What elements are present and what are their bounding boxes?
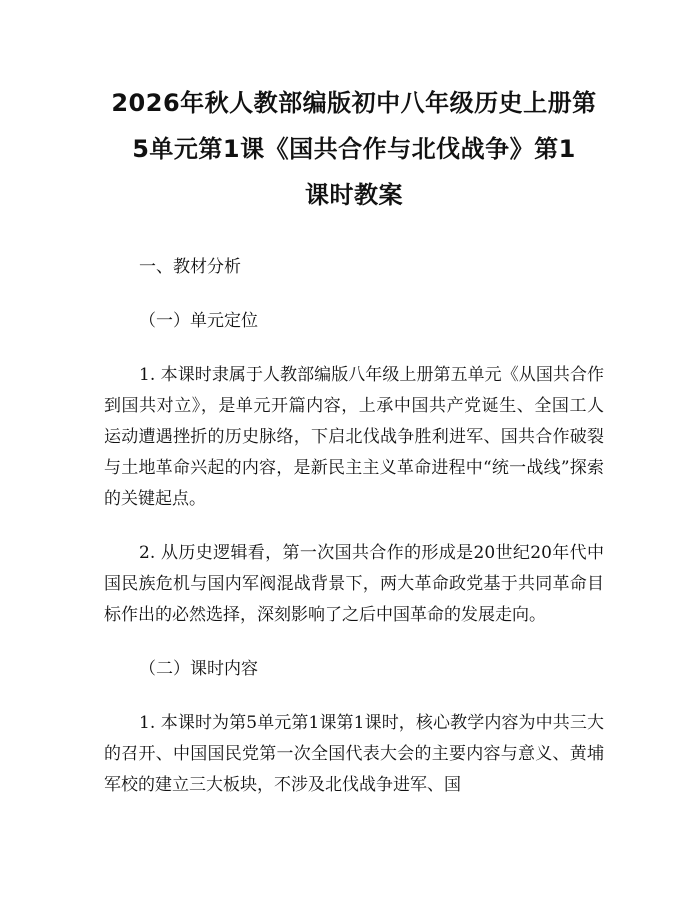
subsection-heading-lesson-content: （二）课时内容 [139, 659, 258, 679]
subsection-heading-unit-position: （一）单元定位 [139, 311, 258, 331]
document-body [104, 252, 604, 801]
paragraph-unit-position-1: 1. 本课时隶属于人教部编版八年级上册第五单元《从国共合作到国共对立》，是单元开篇内容，上承中国共产党诞生、全国工人运动遭遇挫折的历史脉络，下启北伐战争胜利进军、国共合作破裂与土地革命兴起的内容，是新民主主义革命进程中“统一战线”探索的关键起点。 [104, 365, 604, 509]
title-line-1: 2026年秋人教部编版初中八年级历史上册第 [111, 89, 597, 117]
paragraph-lesson-content-1: 1. 本课时为第5单元第1课第1课时，核心教学内容为中共三大的召开、中国国民党第一次全国代表大会的主要内容与意义、黄埔军校的建立三大板块，不涉及北伐战争进军、国 [104, 713, 604, 795]
section-heading-textbook-analysis: 一、教材分析 [139, 257, 241, 277]
title-line-2: 5单元第1课《国共合作与北伐战争》第1 [132, 135, 576, 163]
title-line-3: 课时教案 [305, 181, 403, 209]
document-title [104, 80, 604, 218]
paragraph-unit-position-2: 2. 从历史逻辑看，第一次国共合作的形成是20世纪20年代中国民族危机与国内军阀混战背景下，两大革命政党基于共同革命目标作出的必然选择，深刻影响了之后中国革命的发展走向。 [104, 543, 604, 625]
